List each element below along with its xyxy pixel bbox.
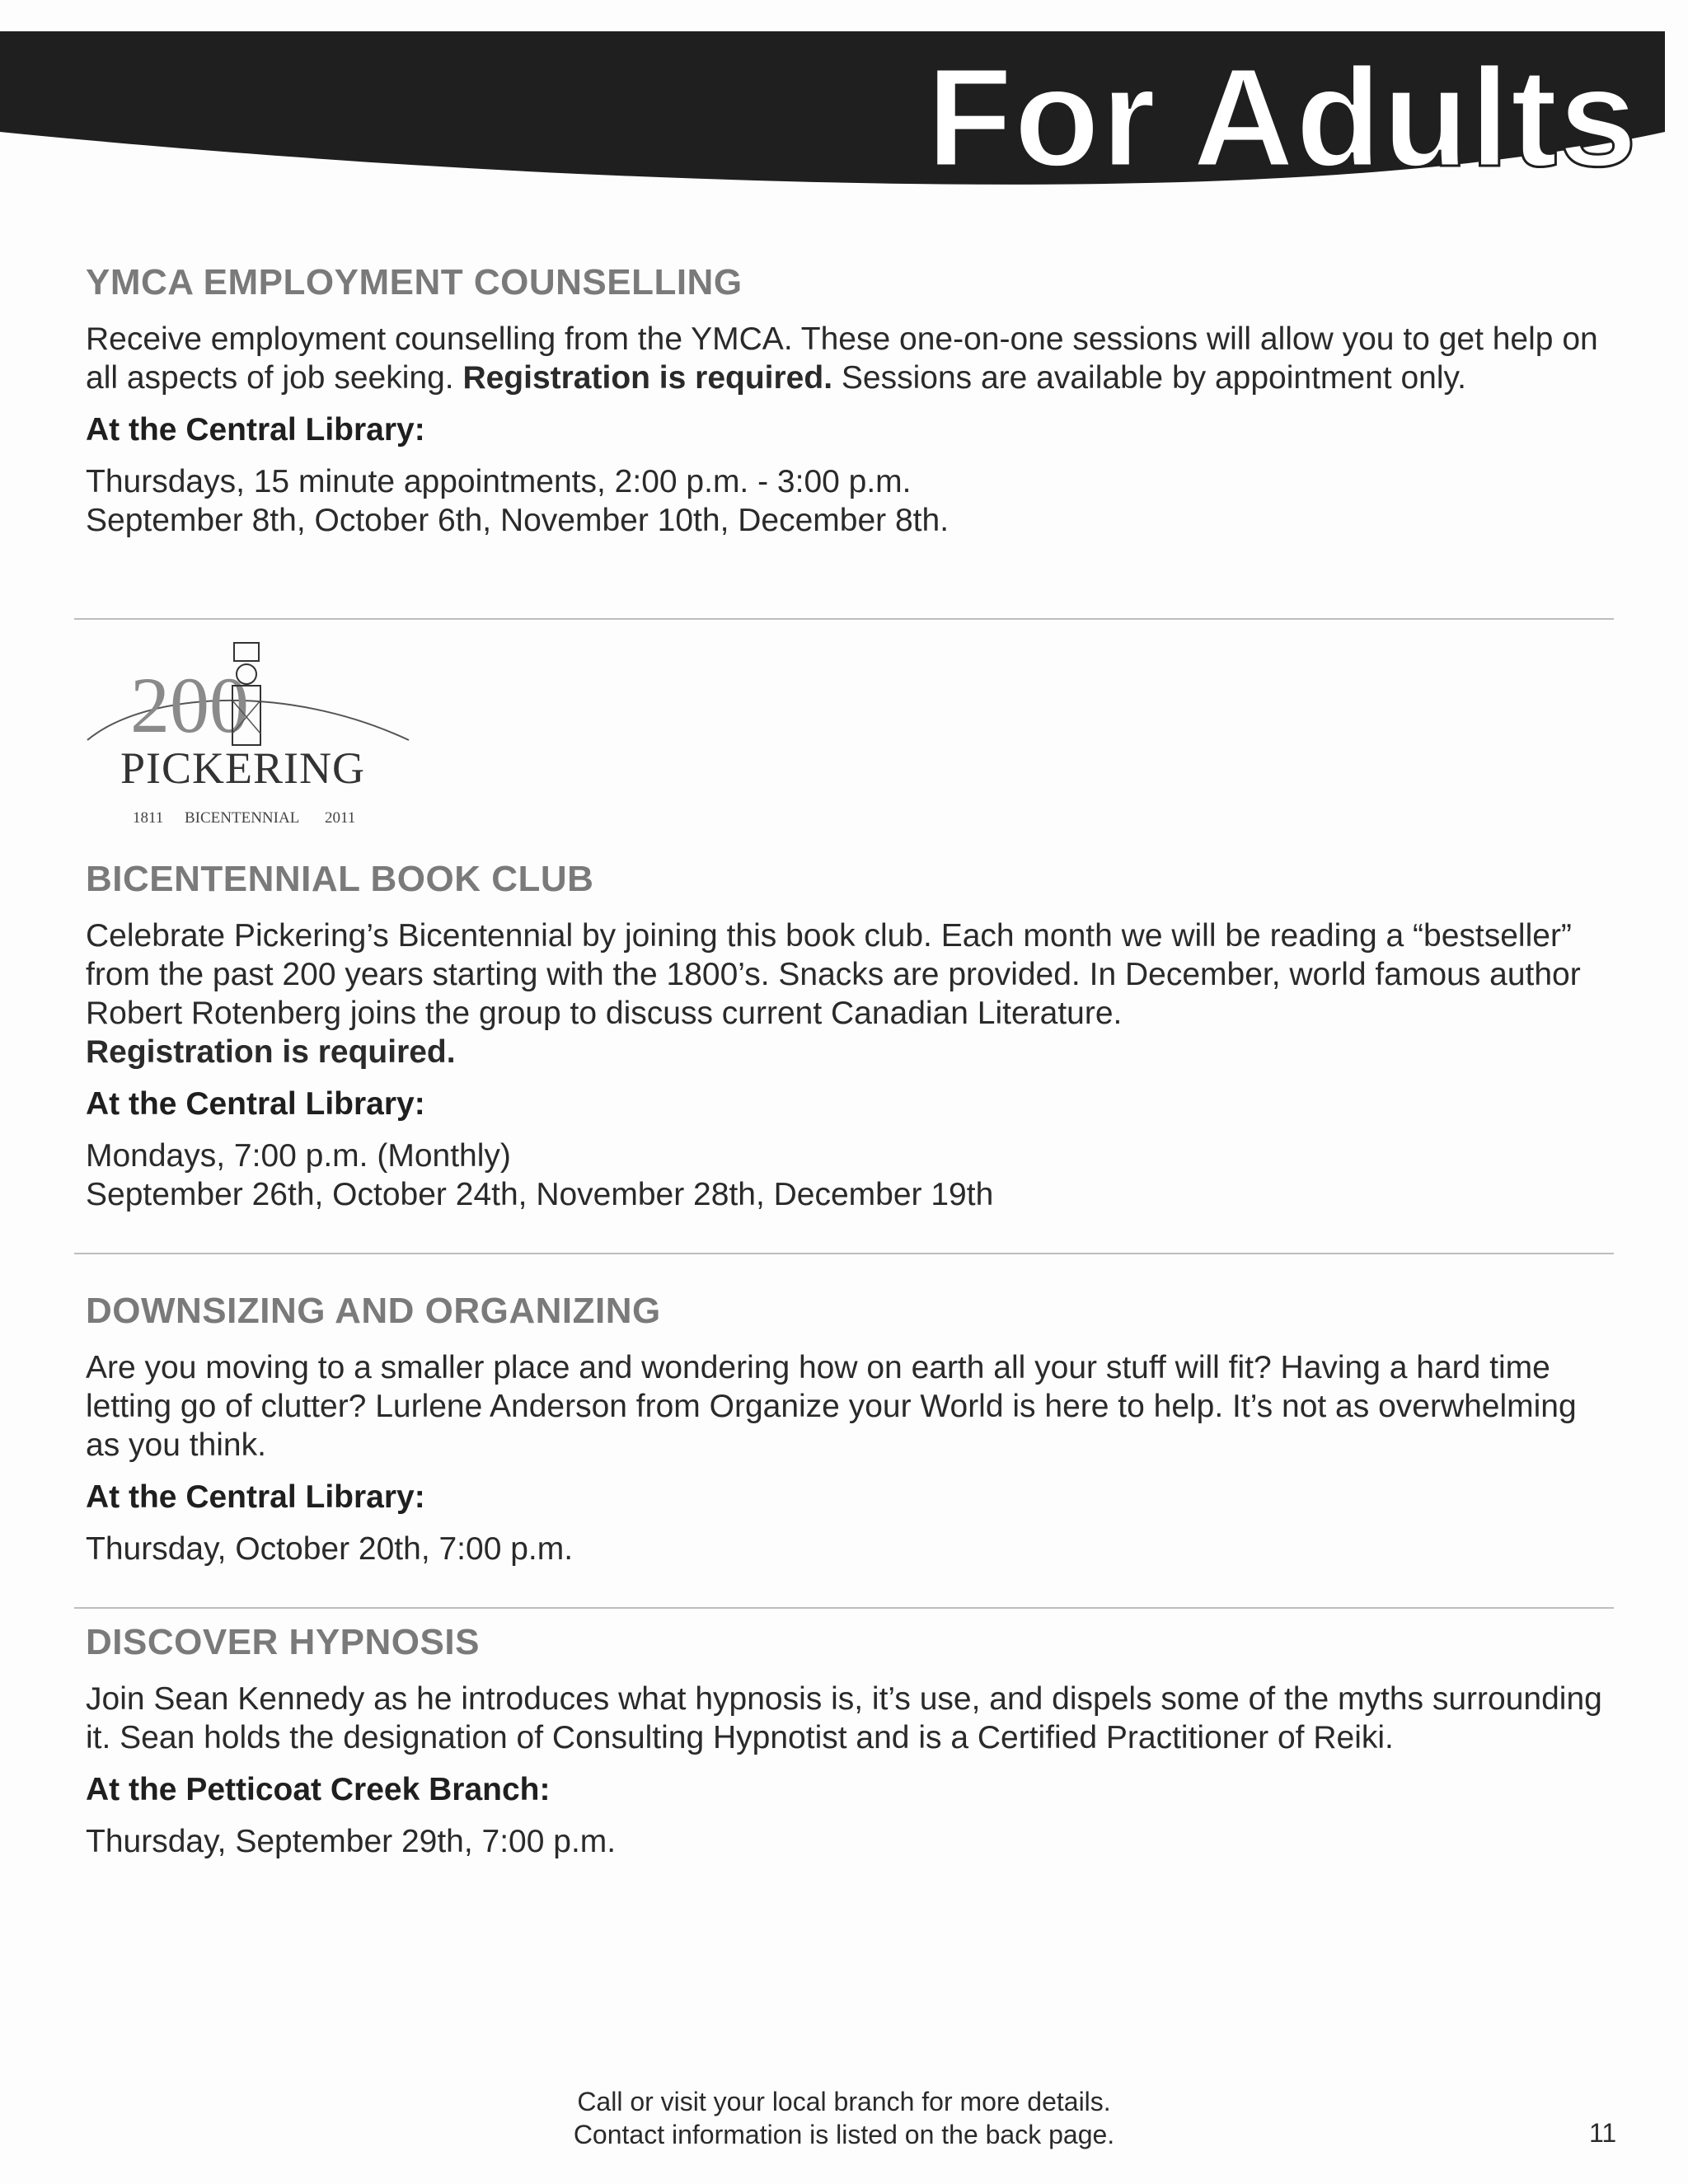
footer-line-2: Contact information is listed on the back page.: [573, 2120, 1115, 2149]
location-label: At the Petticoat Creek Branch:: [86, 1772, 551, 1807]
schedule-dates: September 8th, October 6th, November 10th, December 8th.: [86, 503, 950, 538]
schedule-line: Thursdays, 15 minute appointments, 2:00 p.m. - 3:00 p.m.: [86, 464, 912, 499]
logo-name: PICKERING: [120, 743, 366, 793]
logo-year-end: 2011: [325, 809, 356, 827]
schedule-line: Thursday, October 20th, 7:00 p.m.: [86, 1531, 574, 1567]
program-discover-hypnosis: [86, 1622, 1619, 1861]
logo-number: 200: [130, 661, 249, 749]
section-heading: BICENTENNIAL BOOK CLUB: [86, 859, 594, 899]
section-description: [86, 1348, 1619, 1465]
program-ymca-employment: [86, 262, 1619, 540]
program-downsizing-organizing: [86, 1291, 1619, 1568]
footer-line-1: Call or visit your local branch for more details.: [577, 2087, 1111, 2116]
description-text: Are you moving to a smaller place and wondering how on earth all your stuff will fit? Having a hard time letting go of clutter? Lurlene Anderson from Organize your World is here to help. It’s not as overwhelming as you think.: [86, 1350, 1577, 1463]
section-divider: [74, 618, 1614, 620]
section-description: [86, 916, 1619, 1071]
location-label: At the Central Library:: [86, 1086, 425, 1122]
schedule-line: Mondays, 7:00 p.m. (Monthly): [86, 1138, 511, 1174]
program-bicentennial-book-club: [86, 859, 1619, 1214]
schedule-line: Thursday, September 29th, 7:00 p.m.: [86, 1824, 617, 1859]
registration-note: Registration is required.: [462, 360, 833, 396]
logo-year-start: 1811: [133, 809, 164, 827]
section-divider: [74, 1253, 1614, 1254]
section-heading: DOWNSIZING AND ORGANIZING: [86, 1291, 661, 1331]
description-text: Join Sean Kennedy as he introduces what hypnosis is, it’s use, and dispels some of the myths surrounding it. Sean holds the designation of Consulting Hypnotist and is a Certified Practitioner of Reiki.: [86, 1681, 1602, 1755]
clock-tower-icon: [234, 643, 259, 661]
section-divider: [74, 1607, 1614, 1609]
footer-note: [0, 2085, 1688, 2151]
section-description: [86, 320, 1619, 397]
page-number: 11: [1589, 2118, 1617, 2148]
description-text: Celebrate Pickering’s Bicentennial by joining this book club. Each month we will be reading a “bestseller” from the past 200 years starting with the 1800’s. Snacks are provided. In December, world famous author Robert Rotenberg joins the group to discuss current Canadian Literature.: [86, 918, 1581, 1031]
page-title: For Adults: [926, 40, 1639, 196]
location-label: At the Central Library:: [86, 412, 425, 448]
registration-note: Registration is required.: [86, 1034, 456, 1070]
logo-tagline: BICENTENNIAL: [185, 809, 300, 827]
pickering-bicentennial-logo: [79, 635, 425, 841]
section-heading: DISCOVER HYPNOSIS: [86, 1622, 480, 1662]
location-label: At the Central Library:: [86, 1479, 425, 1515]
description-text-end: Sessions are available by appointment only.: [832, 360, 1466, 396]
section-heading: YMCA EMPLOYMENT COUNSELLING: [86, 262, 743, 302]
section-description: [86, 1680, 1619, 1757]
schedule-dates: September 26th, October 24th, November 28th, December 19th: [86, 1177, 994, 1212]
description-text: Receive employment counselling from the YMCA. These one-on-one sessions will allow you to get help on all aspects of job seeking.: [86, 321, 1598, 396]
